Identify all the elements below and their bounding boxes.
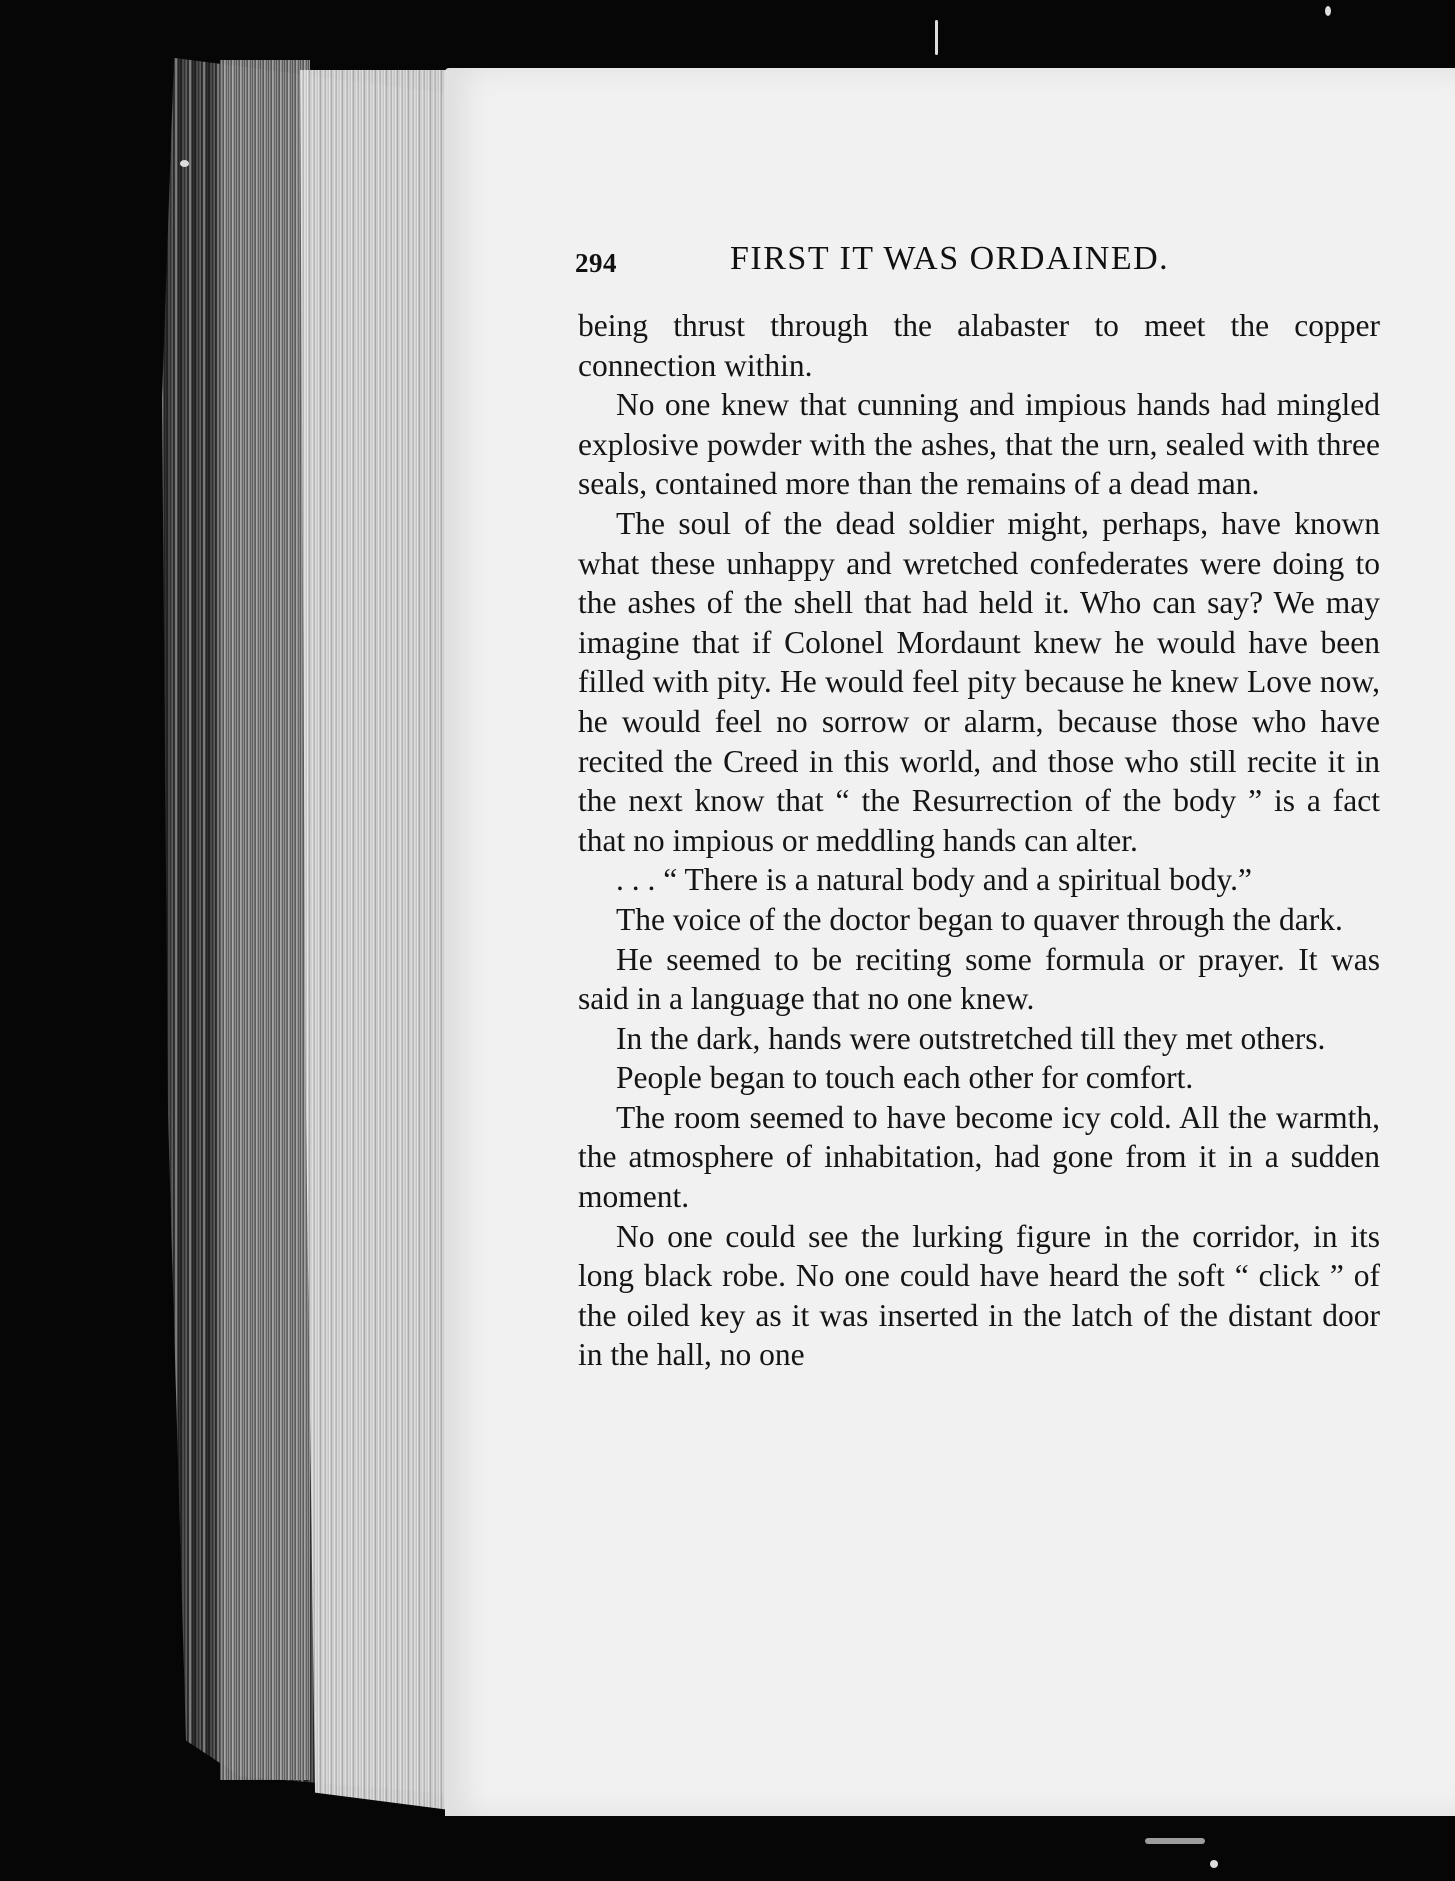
paragraph: In the dark, hands were outstretched till they met others. [616,1020,1326,1056]
paragraph: No one knew that cunning and impious hands had mingled explosive powder with the ashes, that the urn, sealed with three seals, contained more than the remains of a dead man. [578,387,1380,502]
paragraph: People began to touch each other for comfort. [616,1060,1194,1096]
book-page-edges-mid [220,60,310,1780]
paragraph: . . . “ There is a natural body and a spiritual body.” [616,862,1252,898]
paragraph: No one could see the lurking figure in the corridor, in its long black robe. No one could have heard the soft “ click ” of the oiled key as it was inserted in the latch of the distant door in the hall, no one [578,1218,1380,1373]
body-text [578,306,1380,1375]
paragraph: being thrust through the alabaster to meet the copper connection within. [578,308,1380,383]
scan-speck [1210,1860,1218,1868]
scan-speck [180,160,189,167]
page-header [575,240,1225,290]
paragraph: The voice of the doctor began to quaver through the dark. [616,901,1343,937]
page-number: 294 [575,248,617,278]
book-page-edges-light [300,70,450,1810]
scan-speck [935,20,938,55]
paragraph: The soul of the dead soldier might, perhaps, have known what these unhappy and wretched confederates were doing to the ashes of the shell that had held it. Who can say? We may imagine that if Colonel Mordaunt knew he would have been filled with pity. He would feel pity because he knew Love now, he would feel no sorrow or alarm, because those who have recited the Creed in this world, and those who still recite it in the next know that “ the Resurrection of the body ” is a fact that no impious or meddling hands can alter. [578,505,1380,858]
scan-speck [1325,6,1331,16]
scan-speck [1145,1838,1205,1844]
paragraph: He seemed to be reciting some formula or prayer. It was said in a language that no one knew. [578,941,1380,1017]
running-title: FIRST IT WAS ORDAINED. [730,240,1170,277]
paragraph: The room seemed to have become icy cold. All the warmth, the atmosphere of inhabitation, had gone from it in a sudden moment. [578,1099,1380,1215]
